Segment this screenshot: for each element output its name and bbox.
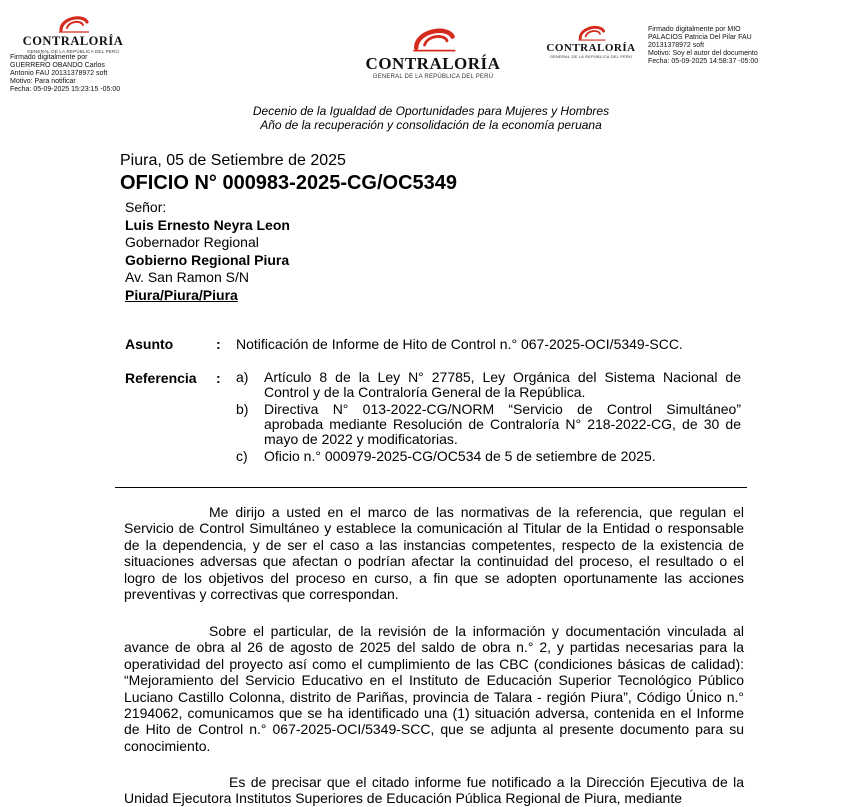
signature-line: Fecha: 05-09-2025 15:23:15 -05:00 <box>10 86 121 93</box>
body-paragraph-2: Sobre el particular, de la revisión de la información y documentación vinculada al avance de obra al 26 de agosto de 2025 del saldo de obra n.° 2, y partidas necesarias para la operatividad del proyecto así como el cumplimiento de las CBC (condiciones básicas de calidad): “Mejoramiento del Servicio Educativo en el Instituto de Educación Superior Tecnológico Público Luciano Castillo Colonna, distrito de Pariñas, provincia de Talara - región Piura”, Código Único n.° 2194062, comunicamos que se ha identificado una (1) situación adversa, contenida en el Informe de Hito de Control n.° 067-2025-OCI/5349-SCC, que se adjunta al presente documento para su conocimiento. <box>124 623 744 754</box>
place-date: Piura, 05 de Setiembre de 2025 <box>120 152 346 169</box>
ref-text: Directiva N° 013-2022-CG/NORM “Servicio de Control Simultáneo” aprobada mediante Resolución de Contraloría N° 218-2022-CG, de 30 de mayo de 2022 y modificatorias. <box>264 401 741 447</box>
addressee-name: Luis Ernesto Neyra Leon <box>125 216 290 233</box>
logo-subtitle: GENERAL DE LA REPÚBLICA DEL PERÚ <box>27 49 119 54</box>
body-paragraph-1: Me dirijo a usted en el marco de las normativas de la referencia, que regulan el Servicio de Control Simultáneo y establece la comunicación al Titular de la Entidad o responsable de la dependencia, y de ser el caso a las instancias competentes, respecto de la existencia de situaciones adversas que afectan o podrían afectar la continuidad del proceso, el resultado o el logro de los objetivos del proceso en curso, a fin que se adopten oportunamente las acciones preventivas y correctivas que correspondan. <box>124 504 744 603</box>
signature-line: Motivo: Soy el autor del documento <box>648 50 758 57</box>
contraloria-emblem-icon <box>405 22 461 54</box>
contraloria-logo-center <box>358 22 508 80</box>
body-paragraph-3: Es de precisar que el citado informe fue notificado a la Dirección Ejecutiva de la Unidad Ejecutora Institutos Superiores de Educación Pública Regional de Piura, mediante <box>124 774 744 807</box>
list-item <box>236 449 741 464</box>
decenio-header <box>0 104 862 132</box>
signature-line: GUERRERO OBANDO Carlos <box>10 62 105 69</box>
referencia-list <box>236 370 741 466</box>
asunto-colon: : <box>216 336 221 352</box>
list-item <box>236 370 741 400</box>
divider <box>115 487 747 488</box>
logo-subtitle: GENERAL DE LA REPÚBLICA DEL PERÚ <box>549 54 633 59</box>
decenio-line: Decenio de la Igualdad de Oportunidades para Mujeres y Hombres <box>252 104 610 118</box>
referencia-colon: : <box>216 370 221 386</box>
signature-line: Firmado digitalmente por MIO <box>648 26 741 33</box>
signature-stamp-left <box>10 54 120 94</box>
addressee-block <box>125 199 290 305</box>
ref-text: Oficio n.° 000979-2025-CG/OC534 de 5 de setiembre de 2025. <box>264 448 656 464</box>
contraloria-logo-right <box>546 22 636 59</box>
asunto-text: Notificación de Informe de Hito de Control n.° 067-2025-OCI/5349-SCC. <box>236 336 683 352</box>
asunto-label: Asunto <box>125 336 174 352</box>
signature-line: Antonio FAU 20131378972 soft <box>10 70 108 77</box>
referencia-label: Referencia <box>125 370 197 386</box>
ref-letter: b) <box>236 401 249 417</box>
ref-text: Artículo 8 de la Ley N° 27785, Ley Orgánica del Sistema Nacional de Control y de la Contraloría General de la República. <box>264 369 741 400</box>
oficio-number: OFICIO N° 000983-2025-CG/OC5349 <box>120 172 458 194</box>
signature-stamp-right <box>648 26 758 66</box>
decenio-line: Año de la recuperación y consolidación de la economía peruana <box>260 118 602 132</box>
signature-line: Motivo: Para notificar <box>10 78 76 85</box>
addressee-city: Piura/Piura/Piura <box>125 286 238 303</box>
logo-brand: CONTRALORÍA <box>22 34 124 48</box>
addressee-entity: Gobierno Regional Piura <box>125 251 290 268</box>
logo-brand: CONTRALORÍA <box>365 54 501 73</box>
ref-letter: c) <box>236 448 248 464</box>
signature-line: 20131378972 soft <box>648 42 705 49</box>
addressee-position: Gobernador Regional <box>125 234 259 251</box>
addressee-street: Av. San Ramon S/N <box>125 269 249 286</box>
signature-line: Firmado digitalmente por <box>10 54 88 61</box>
salutation: Señor: <box>125 199 167 215</box>
contraloria-logo-left <box>22 12 124 54</box>
logo-brand: CONTRALORÍA <box>546 42 636 54</box>
signature-line: Fecha: 05-09-2025 14:58:37 -05:00 <box>648 58 759 65</box>
logo-subtitle: GENERAL DE LA REPÚBLICA DEL PERÚ <box>372 74 494 80</box>
ref-letter: a) <box>236 369 249 385</box>
list-item <box>236 402 741 447</box>
contraloria-emblem-icon <box>573 22 609 42</box>
contraloria-emblem-icon <box>53 12 93 34</box>
signature-line: PALACIOS Patricia Del Pilar FAU <box>648 34 752 41</box>
